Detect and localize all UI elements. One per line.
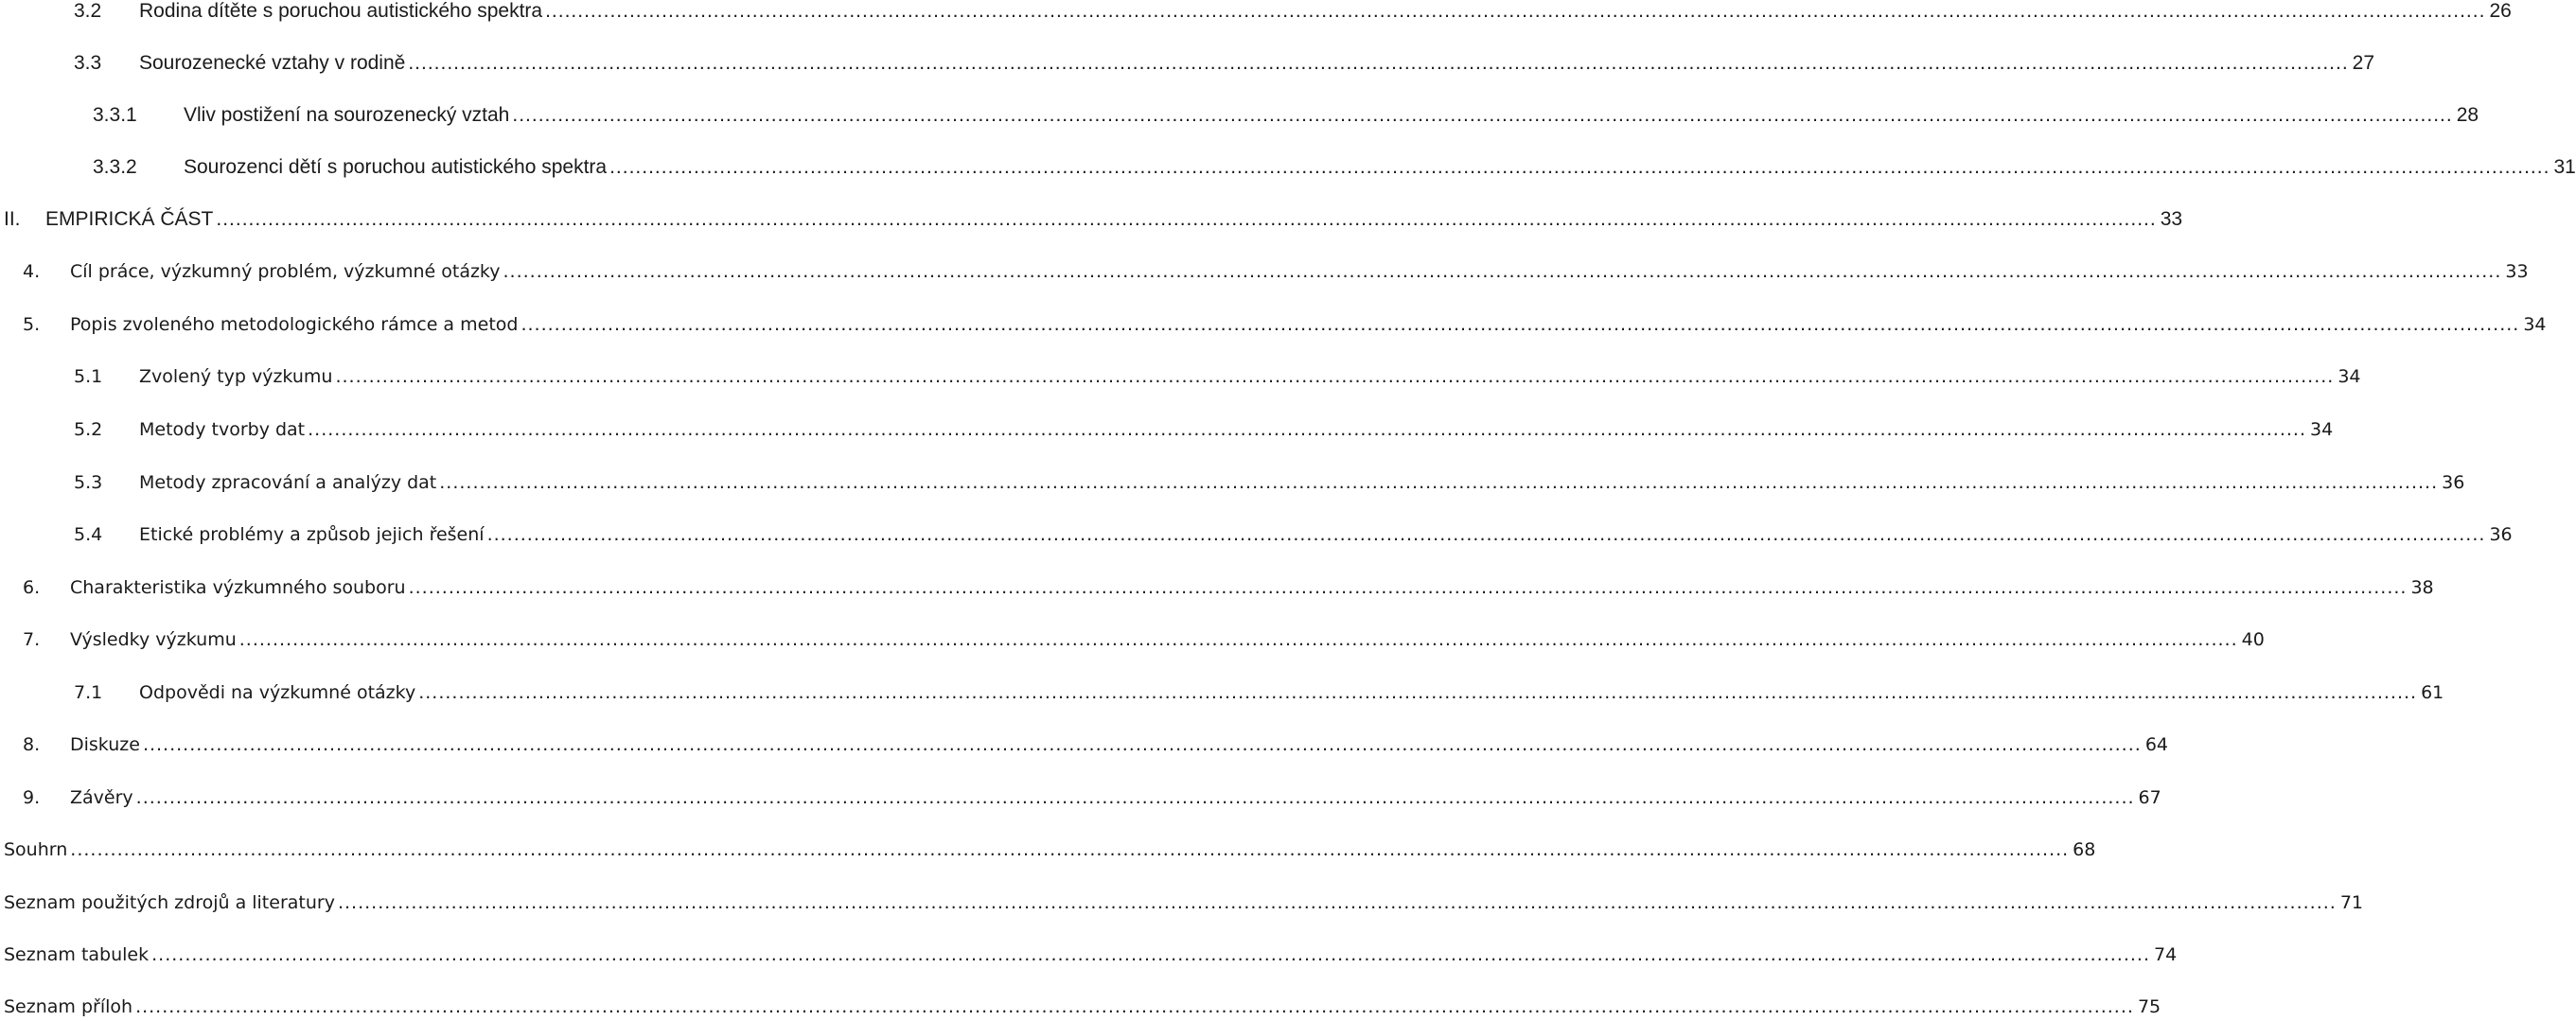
dot-leader: ............................................................................................................................................................................................................................................................................................................: [512, 104, 2453, 126]
toc-entry-title: Popis zvoleného metodologického rámce a metod: [70, 314, 519, 335]
toc-entry-number: 5.1: [74, 366, 103, 387]
toc-entry[interactable]: [74, 362, 2361, 391]
dot-leader: ............................................................................................................................................................................................................................................................................................................: [335, 366, 2335, 387]
toc-entry-title: Seznam tabulek: [4, 944, 150, 965]
toc-entry[interactable]: [93, 101, 2479, 130]
toc-entry-page: 36: [2442, 472, 2465, 493]
toc-entry[interactable]: [4, 205, 2183, 234]
dot-leader: ............................................................................................................................................................................................................................................................................................................: [142, 734, 2142, 755]
toc-entry-title: Seznam příloh: [4, 996, 133, 1017]
toc-entry-number: II.: [4, 208, 21, 230]
toc-entry-title: Sourozenecké vztahy v rodině: [139, 52, 406, 74]
toc-entry-title: Sourozenci dětí s poruchou autistického spektra: [184, 156, 608, 178]
toc-entry-page: 40: [2241, 629, 2265, 650]
toc-entry[interactable]: [74, 0, 2512, 26]
toc-entry-number: 5.3: [74, 472, 103, 493]
dot-leader: ............................................................................................................................................................................................................................................................................................................: [503, 261, 2502, 282]
toc-entry-page: 34: [2523, 314, 2547, 335]
toc-entry-title: Zvolený typ výzkumu: [139, 366, 333, 387]
toc-entry-number: 3.3.2: [93, 156, 137, 178]
dot-leader: ............................................................................................................................................................................................................................................................................................................: [308, 419, 2307, 440]
toc-entry-number: 7.: [23, 629, 41, 650]
toc-entry-title: Metody zpracování a analýzy dat: [139, 472, 437, 493]
toc-entry-number: 8.: [23, 734, 41, 755]
toc-entry-title: Cíl práce, výzkumný problém, výzkumné otázky: [70, 261, 501, 282]
toc-entry-title: EMPIRICKÁ ČÁST: [45, 208, 214, 230]
dot-leader: ............................................................................................................................................................................................................................................................................................................: [70, 839, 2070, 860]
toc-entry-number: 9.: [23, 787, 41, 808]
toc-entry-title: Rodina dítěte s poruchou autistického spektra: [139, 0, 543, 22]
toc-entry[interactable]: [23, 783, 2161, 812]
toc-entry-number: 3.3.1: [93, 104, 137, 126]
toc-entry[interactable]: [74, 468, 2465, 497]
toc-entry-title: Výsledky výzkumu: [70, 629, 237, 650]
toc-entry-number: 3.3: [74, 52, 102, 74]
toc-entry-page: 68: [2073, 839, 2096, 860]
dot-leader: ............................................................................................................................................................................................................................................................................................................: [545, 0, 2486, 22]
toc-entry-number: 5.: [23, 314, 41, 335]
dot-leader: ............................................................................................................................................................................................................................................................................................................: [609, 156, 2550, 178]
toc-entry-title: Odpovědi na výzkumné otázky: [139, 682, 416, 703]
toc-entry[interactable]: [93, 153, 2576, 182]
toc-entry-title: Závěry: [70, 787, 133, 808]
dot-leader: ............................................................................................................................................................................................................................................................................................................: [151, 944, 2150, 965]
toc-entry-page: 34: [2310, 419, 2334, 440]
toc-entry[interactable]: [23, 310, 2547, 339]
toc-entry-title: Souhrn: [4, 839, 68, 860]
toc-entry-number: 6.: [23, 577, 41, 598]
dot-leader: ............................................................................................................................................................................................................................................................................................................: [135, 787, 2135, 808]
toc-entry-page: 34: [2338, 366, 2361, 387]
dot-leader: ............................................................................................................................................................................................................................................................................................................: [408, 52, 2349, 74]
toc-entry[interactable]: [74, 49, 2375, 78]
toc-entry-title: Diskuze: [70, 734, 140, 755]
toc-entry[interactable]: [4, 941, 2178, 969]
dot-leader: ............................................................................................................................................................................................................................................................................................................: [486, 524, 2486, 545]
toc-entry[interactable]: [74, 520, 2513, 549]
toc-entry[interactable]: [23, 257, 2529, 286]
toc-entry[interactable]: [23, 625, 2265, 654]
toc-entry[interactable]: [4, 993, 2161, 1021]
toc-entry-page: 64: [2144, 734, 2168, 755]
dot-leader: ............................................................................................................................................................................................................................................................................................................: [337, 892, 2337, 913]
toc-entry[interactable]: [23, 573, 2434, 602]
dot-leader: ............................................................................................................................................................................................................................................................................................................: [439, 472, 2439, 493]
toc-entry-title: Charakteristika výzkumného souboru: [70, 577, 406, 598]
toc-entry-page: 31: [2553, 156, 2576, 178]
toc-entry[interactable]: [74, 678, 2444, 707]
toc-entry-number: 5.2: [74, 419, 103, 440]
toc-entry-number: 5.4: [74, 524, 103, 545]
dot-leader: ............................................................................................................................................................................................................................................................................................................: [418, 682, 2418, 703]
dot-leader: ............................................................................................................................................................................................................................................................................................................: [135, 996, 2134, 1017]
dot-leader: ............................................................................................................................................................................................................................................................................................................: [216, 208, 2157, 230]
dot-leader: ............................................................................................................................................................................................................................................................................................................: [520, 314, 2520, 335]
toc-entry-page: 33: [2505, 261, 2529, 282]
toc-entry-page: 33: [2160, 208, 2183, 230]
toc-entry-page: 27: [2352, 52, 2375, 74]
toc-entry-page: 71: [2339, 892, 2364, 913]
toc-entry-title: Metody tvorby dat: [139, 419, 306, 440]
toc-entry-number: 7.1: [74, 682, 103, 703]
toc-entry[interactable]: [23, 731, 2168, 759]
toc-entry-title: Etické problémy a způsob jejich řešení: [139, 524, 485, 545]
toc-entry-page: 61: [2421, 682, 2444, 703]
toc-entry-page: 67: [2138, 787, 2161, 808]
toc-entry-title: Vliv postižení na sourozenecký vztah: [184, 104, 510, 126]
dot-leader: ............................................................................................................................................................................................................................................................................................................: [238, 629, 2238, 650]
toc-entry-page: 74: [2154, 944, 2178, 965]
toc-entry-title: Seznam použitých zdrojů a literatury: [4, 892, 335, 913]
toc-entry[interactable]: [4, 836, 2096, 864]
toc-entry-page: 36: [2489, 524, 2513, 545]
toc-entry[interactable]: [4, 889, 2364, 917]
toc-entry-page: 75: [2137, 996, 2161, 1017]
toc-entry-number: 3.2: [74, 0, 102, 22]
toc-entry-page: 26: [2489, 0, 2512, 22]
toc-entry-page: 38: [2410, 577, 2434, 598]
toc-entry[interactable]: [74, 415, 2334, 444]
toc-entry-number: 4.: [23, 261, 41, 282]
dot-leader: ............................................................................................................................................................................................................................................................................................................: [408, 577, 2408, 598]
toc-entry-page: 28: [2456, 104, 2479, 126]
